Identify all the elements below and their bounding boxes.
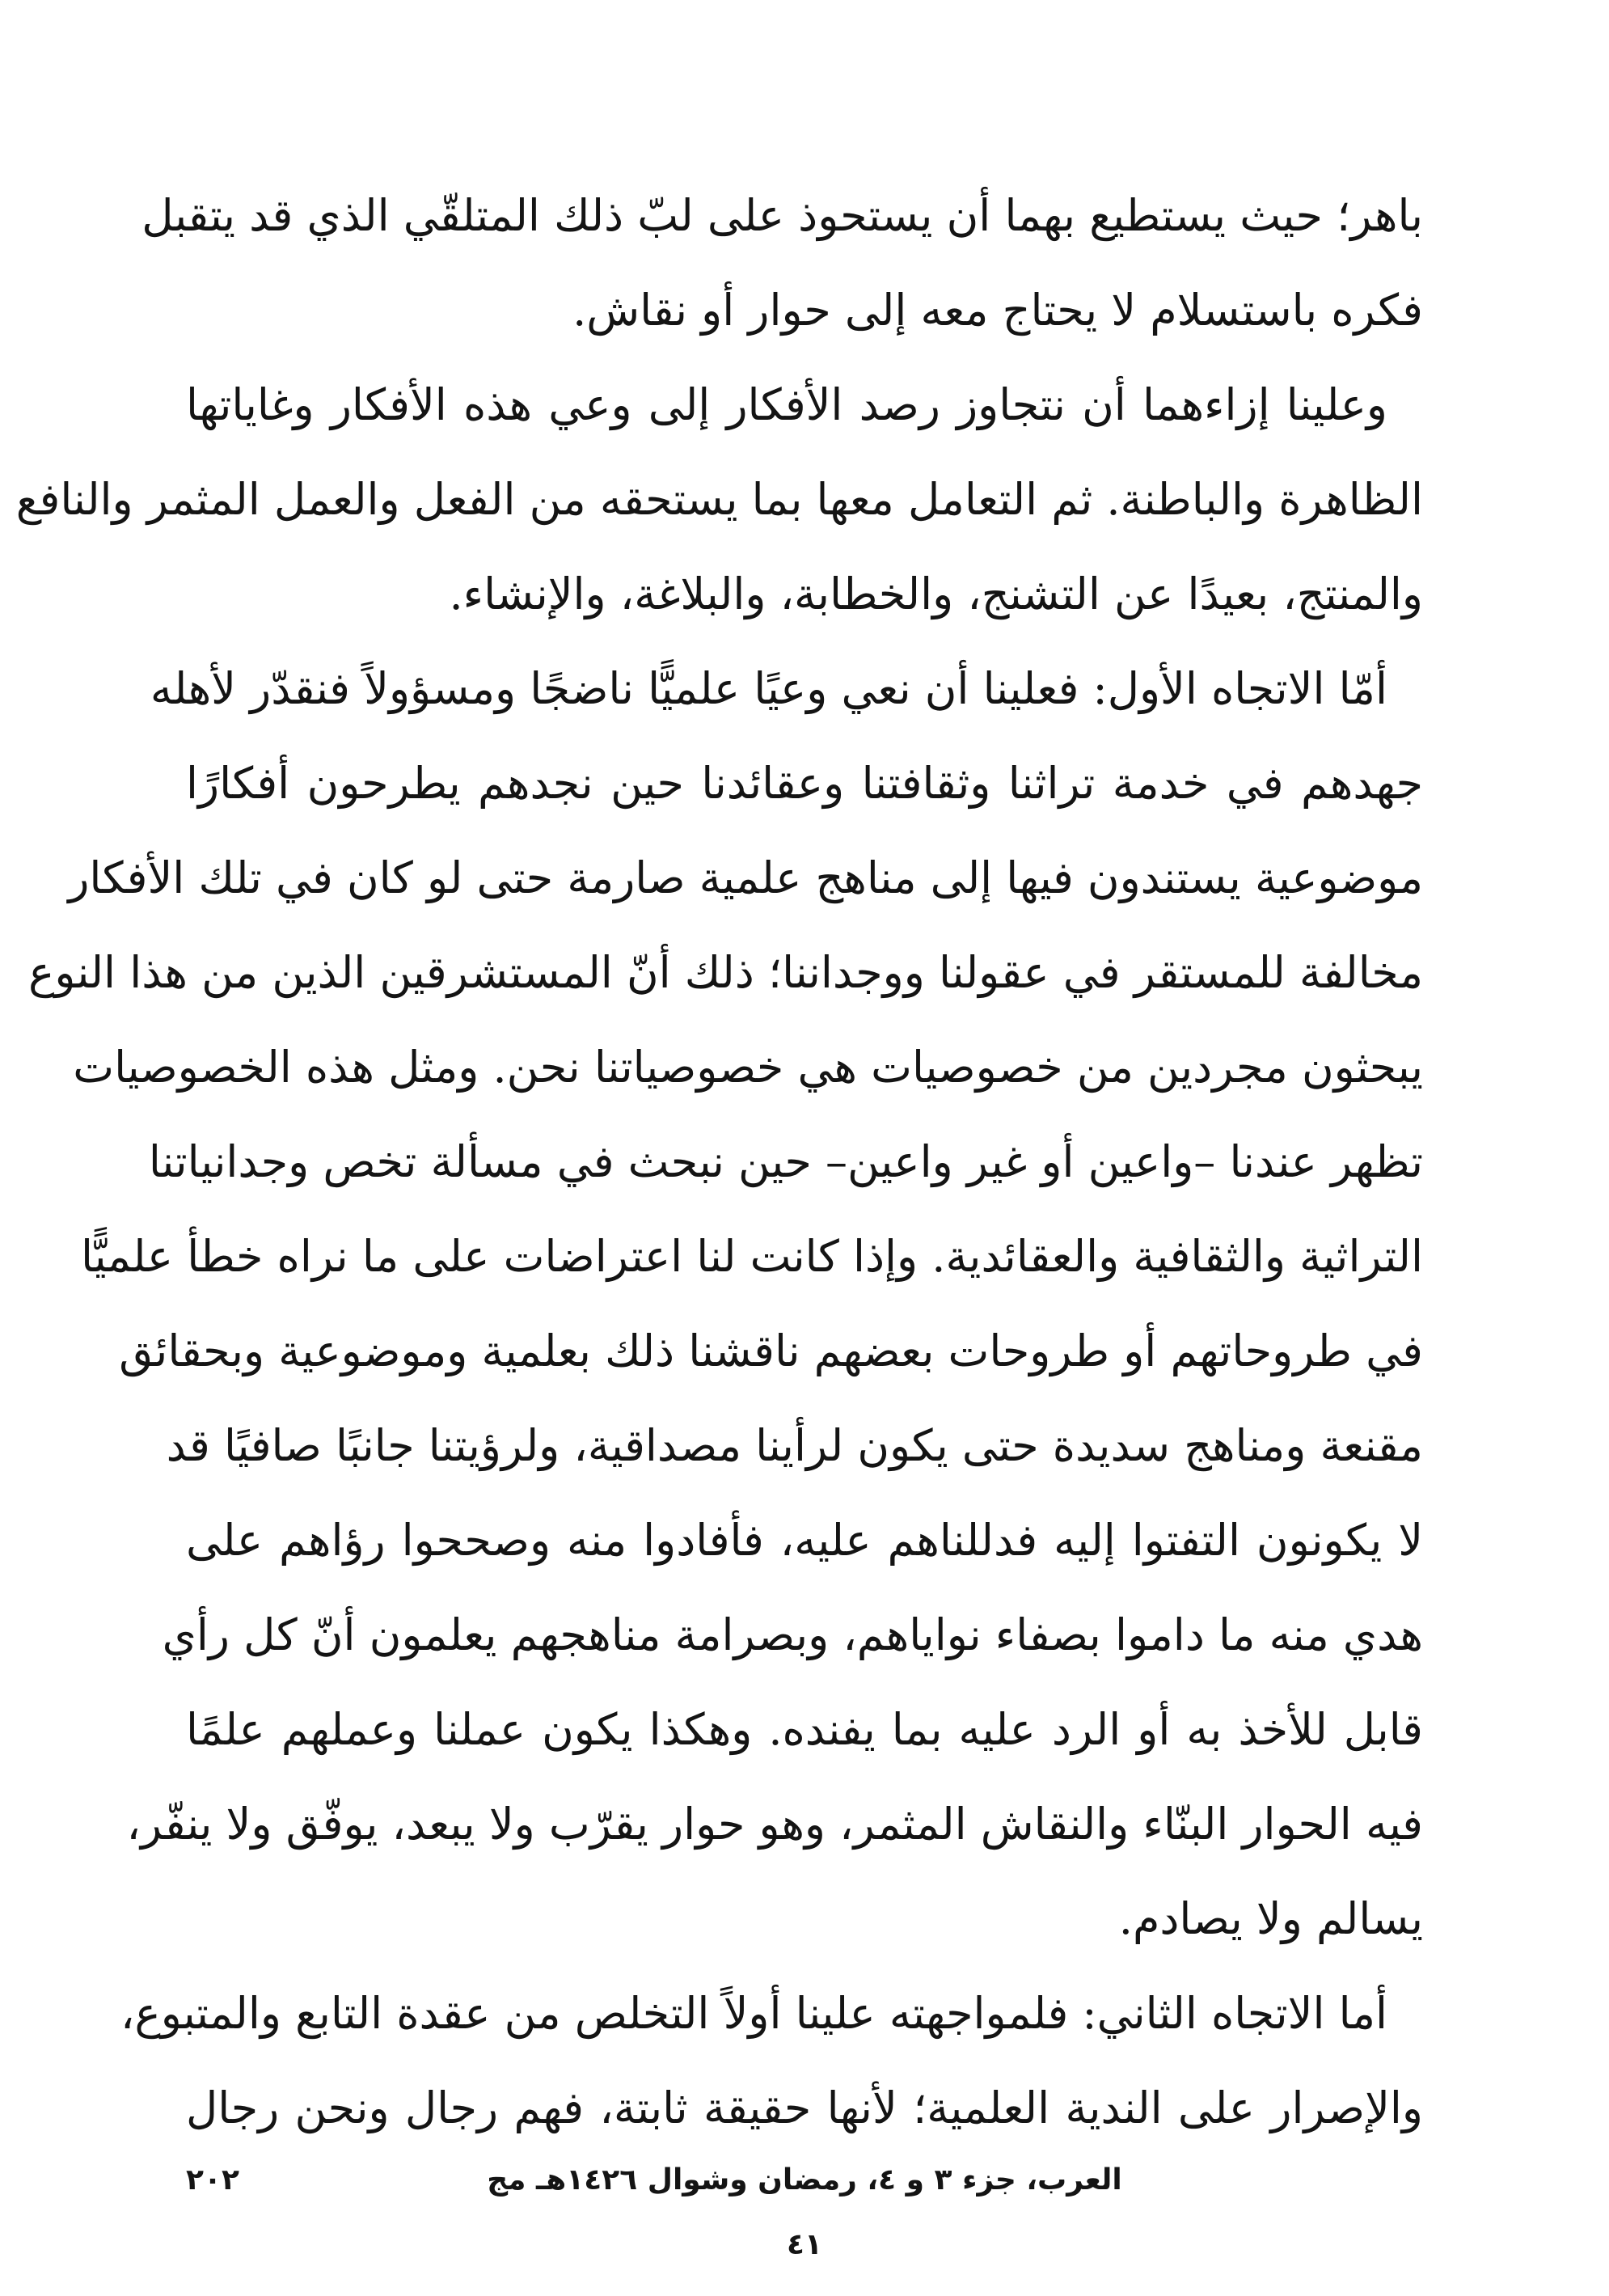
text-line: فكره باستسلام لا يحتاج معه إلى حوار أو نقاش. xyxy=(572,285,1423,336)
text-line: يسالم ولا يصادم. xyxy=(1118,1893,1423,1944)
page-footer xyxy=(186,2148,1423,2261)
body-text xyxy=(15,168,1423,2155)
text-line: أمّا الاتجاه الأول: فعلينا أن نعي وعيًا علميًّا ناضجًا ومسؤولاً فنقدّر لأهله xyxy=(150,663,1387,714)
page-number: ٢٠٢ xyxy=(186,2163,239,2197)
text-line: باهر؛ حيث يستطيع بهما أن يستحوذ على لبّ ذلك المتلقّي الذي قد يتقبل xyxy=(141,190,1423,241)
text-line: مقنعة ومناهج سديدة حتى يكون لرأينا مصداقية، ولرؤيتنا جانبًا صافيًا قد xyxy=(166,1420,1423,1471)
text-line: موضوعية يستندون فيها إلى مناهج علمية صارمة حتى لو كان في تلك الأفكار xyxy=(68,852,1423,903)
text-line: جهدهم في خدمة تراثنا وثقافتنا وعقائدنا حين نجدهم يطرحون أفكارًا xyxy=(186,758,1423,809)
text-line: تظهر عندنا –واعين أو غير واعين– حين نبحث في مسألة تخص وجدانياتنا xyxy=(148,1136,1423,1187)
text-line: يبحثون مجردين من خصوصيات هي خصوصياتنا نحن. ومثل هذه الخصوصيات xyxy=(73,1042,1423,1093)
text-line: والمنتج، بعيدًا عن التشنج، والخطابة، والبلاغة، والإنشاء. xyxy=(449,569,1423,619)
text-line: لا يكونون التفتوا إليه فدللناهم عليه، فأفادوا منه وصححوا رؤاهم على xyxy=(186,1515,1423,1566)
text-line: أما الاتجاه الثاني: فلمواجهته علينا أولاً التخلص من عقدة التابع والمتبوع، xyxy=(120,1988,1387,2039)
text-line: في طروحاتهم أو طروحات بعضهم ناقشنا ذلك بعلمية وموضوعية وبحقائق xyxy=(119,1326,1423,1376)
text-line: هدي منه ما داموا بصفاء نواياهم، وبصرامة مناهجهم يعلمون أنّ كل رأي xyxy=(162,1609,1423,1660)
journal-citation: العرب، جزء ٣ و ٤، رمضان وشوال ١٤٢٦هـ مج ٤١ xyxy=(487,2163,1122,2261)
text-line: مخالفة للمستقر في عقولنا ووجداننا؛ ذلك أنّ المستشرقين الذين من هذا النوع xyxy=(28,947,1423,998)
text-line: التراثية والثقافية والعقائدية. وإذا كانت لنا اعتراضات على ما نراه خطأ علميًّا xyxy=(81,1231,1423,1282)
text-line: فيه الحوار البنّاء والنقاش المثمر، وهو حوار يقرّب ولا يبعد، يوفّق ولا ينفّر، xyxy=(126,1799,1423,1850)
text-line: قابل للأخذ به أو الرد عليه بما يفنده. وهكذا يكون عملنا وعملهم علمًا xyxy=(186,1704,1423,1755)
text-line: الظاهرة والباطنة. ثم التعامل معها بما يستحقه من الفعل والعمل المثمر والنافع xyxy=(15,474,1423,525)
text-line: والإصرار على الندية العلمية؛ لأنها حقيقة ثابتة، فهم رجال ونحن رجال xyxy=(186,2082,1423,2133)
text-line: وعلينا إزاءهما أن نتجاوز رصد الأفكار إلى وعي هذه الأفكار وغاياتها xyxy=(186,379,1387,430)
